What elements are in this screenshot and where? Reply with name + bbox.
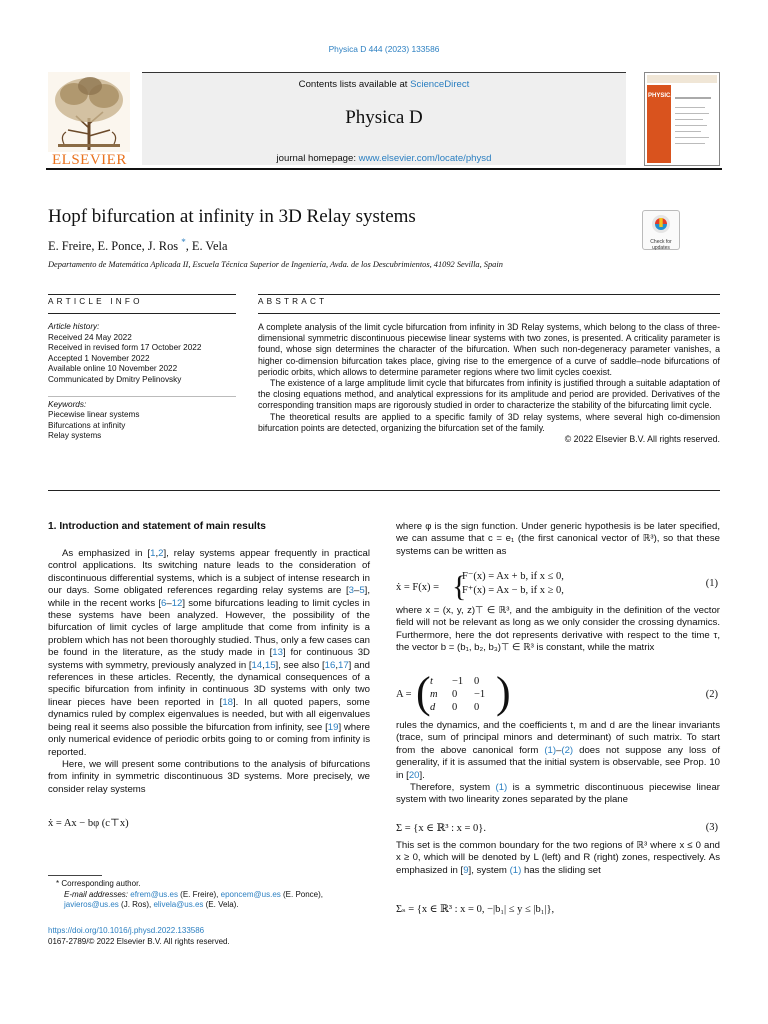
abstract-rule-bottom — [48, 490, 720, 491]
right-paragraph: where φ is the sign function. Under generic hypothesis is be later specified, we can assume that c = e₁ (the first canonical vector of ℝ³), so that these systems can be written as — [396, 521, 720, 557]
text-run: , — [262, 659, 265, 671]
equation-1 — [396, 570, 720, 603]
citation-link[interactable]: 12 — [171, 597, 183, 609]
text-run: Therefore, system — [410, 782, 496, 793]
citation-link[interactable]: 5 — [359, 585, 365, 597]
elsevier-tree-icon — [48, 72, 130, 152]
text-run: As emphasized in [ — [62, 548, 151, 559]
footnote-rule — [48, 875, 102, 876]
citation-link[interactable]: 2 — [158, 548, 164, 559]
equation-2-lhs: A = — [396, 689, 412, 700]
article-info-rule-top — [48, 294, 236, 295]
equation-relay-system: ẋ = Ax − bφ (c⊤x) — [48, 818, 129, 829]
article-info-heading: ARTICLE INFO — [48, 297, 143, 306]
check-updates-label: Check for updates — [650, 239, 672, 251]
email-link[interactable]: elivela@us.es — [153, 900, 204, 910]
text-run: rules the dynamics, and the coefficients t, m and d are the linear invariants (trace, sum of principal minors and determinant) of such matrix. To start from the above canonical form — [396, 720, 720, 756]
text-run: ] where only numerical evidence of periodic orbits going to or coming from infinity is reported. — [48, 721, 370, 758]
matrix-entry: d — [430, 702, 436, 713]
email-link[interactable]: javieros@us.es — [64, 900, 119, 910]
masthead — [46, 70, 722, 168]
check-for-updates-badge[interactable] — [642, 210, 680, 250]
equation-number: (1) — [705, 578, 718, 589]
authors-part-b: , E. Vela — [185, 239, 228, 254]
equation-2 — [396, 668, 720, 717]
right-paragraph — [396, 720, 720, 782]
contents-prefix: Contents lists available at — [298, 79, 411, 90]
corresponding-author-mark[interactable]: * — [181, 237, 186, 247]
history-item: Available online 10 November 2022 — [48, 364, 178, 374]
sciencedirect-link[interactable]: ScienceDirect — [410, 79, 470, 90]
journal-name: Physica D — [345, 107, 423, 128]
citation-link[interactable]: 19 — [327, 721, 339, 733]
equation-3 — [396, 822, 720, 834]
text-run: ], system — [468, 864, 510, 876]
keyword-item: Bifurcations at infinity — [48, 420, 126, 430]
article-title: Hopf bifurcation at infinity in 3D Relay systems — [48, 206, 416, 227]
text-run: ]. In all quoted papers, some dynamics ruled by complex eigenvalues is needed, but with all eigenvalues being real it seems also possible the bifurcation from infinity, see [ — [48, 696, 370, 733]
footnote — [48, 879, 370, 911]
contents-line — [142, 79, 626, 90]
abstract-body — [258, 322, 720, 445]
matrix-entry: t — [430, 676, 433, 687]
article-info-panel — [48, 322, 236, 441]
citation-link[interactable]: (2) — [561, 744, 574, 756]
email-owner: (E. Ponce), — [280, 889, 324, 899]
equation-number: (3) — [705, 822, 718, 833]
homepage-prefix: journal homepage: — [276, 153, 359, 164]
keyword-item: Relay systems — [48, 431, 102, 441]
email-link[interactable]: eponcem@us.es — [220, 889, 281, 899]
keywords-list — [48, 410, 139, 442]
history-item: Communicated by Dmitry Pelinovsky — [48, 374, 182, 384]
citation-header[interactable]: Physica D 444 (2023) 133586 — [328, 44, 440, 54]
text-run: is a symmetric discontinuous piecewise linear system with two linearity zones separated by the plane — [396, 782, 720, 806]
citation-link[interactable]: 3 — [348, 585, 354, 597]
author-list — [48, 237, 227, 254]
citation-link[interactable]: (1) — [509, 864, 522, 876]
matrix-entry: 0 — [474, 702, 480, 713]
citation-link[interactable]: 14 — [251, 659, 263, 671]
check-updates-icon — [651, 214, 671, 234]
matrix-entry: m — [430, 689, 438, 700]
journal-cover — [644, 72, 720, 166]
equation-1-case-2: F⁺(x) = Ax − b, if x ≥ 0, — [462, 585, 564, 596]
left-paren: ( — [416, 668, 431, 717]
text-run: ], relay systems appear frequently in practical control applications. Its switching nature leads to the consideration of discontinuous differential systems, which is a subject of intense research in our days. Some obligated references regarding relay systems are [ — [48, 548, 370, 597]
citation-link[interactable]: 18 — [222, 696, 233, 708]
left-brace: { — [452, 570, 467, 603]
citation-link[interactable]: 6 — [161, 597, 167, 609]
authors-part-a: E. Freire, E. Ponce, J. Ros — [48, 239, 182, 254]
right-paragraph — [396, 782, 720, 807]
text-run: , — [155, 548, 159, 559]
matrix-entry: 0 — [474, 676, 480, 687]
citation-link[interactable]: 20 — [408, 769, 420, 781]
abstract-copyright: © 2022 Elsevier B.V. All rights reserved. — [564, 434, 720, 445]
section-heading: 1. Introduction and statement of main results — [48, 521, 266, 532]
cover-title: PHYSICA — [648, 93, 675, 99]
text-run: ] for continuous 3D systems with symmetry, previously analyzed in [ — [48, 647, 370, 671]
elsevier-wordmark: ELSEVIER — [52, 152, 127, 168]
equation-3-expr: Σ = {x ∈ ℝ³ : x = 0}. — [396, 823, 486, 834]
doi-link[interactable]: https://doi.org/10.1016/j.physd.2022.133586 — [48, 926, 205, 935]
abstract-heading: ABSTRACT — [258, 297, 328, 306]
masthead-rule — [46, 168, 722, 170]
citation-link[interactable]: 9 — [463, 864, 469, 876]
citation-link[interactable]: 17 — [337, 659, 349, 671]
intro-body — [48, 548, 370, 796]
matrix-entry: −1 — [474, 689, 486, 700]
text-run: ] some bifurcations leading to limit cycles in these systems have been analyzed. However, the possibility of the bifurcation of limit cycles of large amplitude that come from infinity is a problem which has not been thoroughly studied. Thus, only a few cases can be found in the literature, as the study made in [ — [48, 597, 370, 659]
right-paren: ) — [496, 668, 511, 717]
citation-link[interactable]: 1 — [150, 548, 156, 559]
keyword-item: Piecewise linear systems — [48, 410, 140, 419]
corresponding-author-note: Corresponding author. — [61, 879, 141, 888]
citation-link[interactable]: 13 — [272, 647, 283, 659]
matrix-entry: 0 — [452, 702, 458, 713]
email-owner: (E. Freire), — [177, 889, 221, 899]
history-item: Received 24 May 2022 — [48, 332, 132, 342]
history-list — [48, 333, 236, 386]
text-run: – — [556, 744, 562, 756]
keywords-label: Keywords: — [48, 400, 87, 409]
email-owner: (E. Vela). — [203, 900, 239, 910]
email-link[interactable]: efrem@us.es — [130, 889, 178, 899]
right-paragraph: where x = (x, y, z)⊤ ∈ ℝ³, and the ambiguity in the definition of the vector field will not be relevant as long as we only consider the crossing dynamics. Furthermore, here the dot represents derivative with respect to the time τ, the vector b = (b₁, b₂, b₃)⊤ ∈ ℝ³ is constant, while the matrix — [396, 605, 720, 654]
masthead-band — [142, 72, 626, 165]
text-run: – — [353, 585, 360, 597]
elsevier-logo — [48, 72, 130, 168]
text-run: has the sliding set — [521, 864, 601, 876]
text-run: ]. — [419, 769, 425, 781]
equation-1-lhs: ẋ = F(x) = — [396, 582, 440, 593]
text-run: ], while in the recent works [ — [48, 585, 370, 609]
history-item: Received in revised form 17 October 2022 — [48, 343, 202, 353]
email-owner: (J. Ros), — [118, 900, 154, 910]
history-label: Article history: — [48, 322, 100, 331]
citation-link[interactable]: 16 — [324, 659, 336, 671]
history-item: Accepted 1 November 2022 — [48, 353, 150, 363]
footnote-mark: * — [56, 879, 60, 888]
intro-paragraph — [48, 548, 370, 759]
equation-number: (2) — [705, 689, 718, 700]
article-info-rule-mid — [48, 313, 236, 314]
issn-line: 0167-2789/© 2022 Elsevier B.V. All rights reserved. — [48, 936, 230, 946]
equation-4: Σₛ = {x ∈ ℝ³ : x = 0, −|b₁| ≤ y ≤ |b₁|}, — [396, 904, 555, 915]
text-run: does not suppose any loss of generality, if it is assumed that the initial system is observable, see Prop. 10 in [ — [396, 744, 721, 781]
equation-1-case-1: F⁻(x) = Ax + b, if x ≤ 0, — [462, 571, 564, 582]
right-paragraph — [396, 840, 720, 877]
email-label: E-mail addresses: — [64, 889, 131, 899]
text-run: ] and references in these articles. Recently, the dynamical consequences of a specific bifurcation from infinity in continuous 3D systems with only two linear pieces have been reported in [ — [48, 659, 371, 708]
citation-link[interactable]: (1) — [495, 782, 508, 793]
matrix-entry: −1 — [452, 676, 464, 687]
abstract-paragraph: The existence of a large amplitude limit cycle that bifurcates from infinity is justified through a suitable adaptation of the closing equations method, and analytical expressions for its amplitude and period are provided. Derivatives of the corresponding transition maps are rigorously studied in order to characterize the stability of the bifurcating limit cycle. — [258, 378, 720, 411]
matrix-entry: 0 — [452, 689, 458, 700]
doi-block — [48, 926, 230, 947]
abstract-rule-mid — [258, 313, 720, 314]
email-addresses — [48, 890, 370, 911]
intro-paragraph: Here, we will present some contributions to the analysis of bifurcations from infinity in symmetric discontinuous 3D systems. More precisely, we consider relay systems — [48, 758, 370, 795]
abstract-paragraph: A complete analysis of the limit cycle bifurcation from infinity in 3D Relay systems, which belong to the class of three-dimensional symmetric discontinuous piecewise linear systems with two zones, is presented. A criticality parameter is found, whose sign determines the character of the bifurcation. When such non-degeneracy parameter vanishes, a higher co-dimension bifurcation takes place, giving rise to the emergence of a curve of saddle–node bifurcations of periodic orbits, which allows to determine parameter regions where two limit cycles coexist. — [258, 322, 720, 377]
abstract-paragraph: The theoretical results are applied to a specific family of 3D relay systems, where several high co-dimension bifurcation points are detected, organizing the bifurcation set of the family. — [258, 411, 720, 433]
citation-link[interactable]: (1) — [544, 744, 557, 756]
text-run: This set is the common boundary for the two regions of ℝ³ where x ≤ 0 and x ≥ 0, which will be denoted by L (left) and R (right) zones, respectively. As emphasized in [ — [396, 840, 720, 876]
affiliation: Departamento de Matemática Aplicada II, Escuela Técnica Superior de Ingeniería, Avda. de los Descubrimientos, 41092 Sevilla, Spain — [48, 260, 503, 269]
homepage-line — [142, 153, 626, 164]
homepage-link[interactable]: www.elsevier.com/locate/physd — [358, 153, 492, 164]
text-run: , — [335, 659, 338, 671]
citation-link[interactable]: 15 — [264, 659, 276, 671]
abstract-rule-top — [258, 294, 720, 295]
text-run: – — [166, 597, 172, 609]
article-info-divider — [48, 396, 236, 397]
text-run: ], see also [ — [275, 659, 325, 671]
